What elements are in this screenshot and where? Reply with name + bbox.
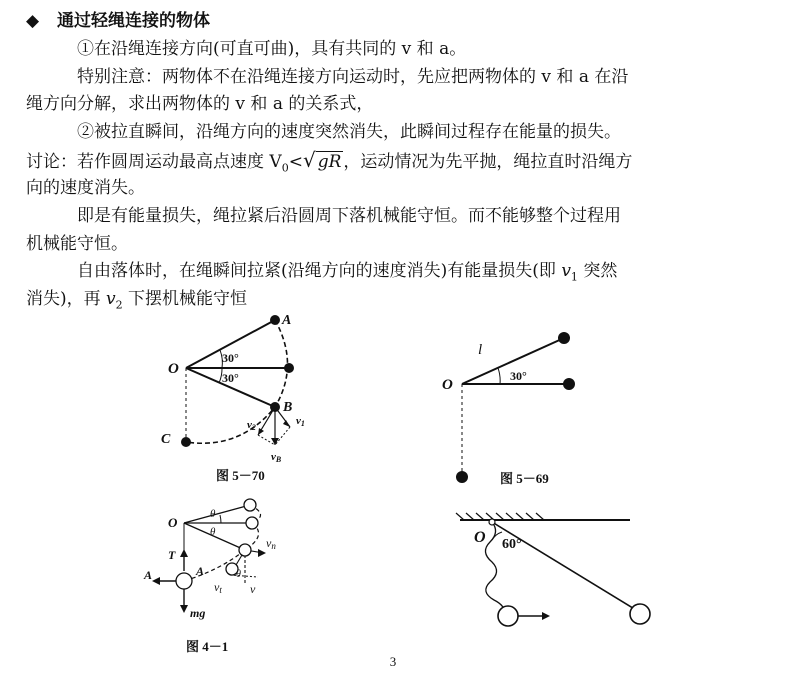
fig41-vn-sub: n <box>271 541 276 551</box>
p6-text-c: 消失)，再 <box>26 289 107 309</box>
ball-top <box>244 499 256 511</box>
fig570-label-a: A <box>282 313 292 328</box>
fig569-caption: 图 5－69 <box>500 471 549 486</box>
p6-v1: v <box>561 261 571 281</box>
svg-text:v1 <box>296 415 305 428</box>
ball-upper <box>558 332 570 344</box>
ball-mid-right <box>246 517 258 529</box>
fig570-v2-sub: 2 <box>251 423 256 432</box>
paragraph-1: ①在沿绳连接方向(可直可曲)，具有共同的 v 和 a。 <box>77 39 467 59</box>
ball-hanging <box>498 606 518 626</box>
fig41-caption: 图 4－1 <box>186 639 229 654</box>
ball-a <box>176 573 192 589</box>
p6-text-a: 自由落体时，在绳瞬间拉紧(沿绳方向的速度消失)有能量损失(即 <box>77 261 562 281</box>
p6-v2-sub: 2 <box>115 298 123 312</box>
fig570-label-o: O <box>168 361 179 377</box>
ball-c <box>181 437 191 447</box>
fig41-label-o: O <box>168 515 178 530</box>
paragraph-2-line-2: 绳方向分解，求出两物体的 v 和 a 的关系式， <box>26 94 374 114</box>
heading-title: 通过轻绳连接的物体 <box>57 11 210 31</box>
fig41-vt-sub: t <box>219 585 222 595</box>
paragraph-2-line-1: 特别注意：两物体不在沿绳连接方向运动时，先应把两物体的 v 和 a 在沿 <box>77 67 629 87</box>
svg-text:v2 <box>247 419 256 432</box>
svg-text:vn <box>266 536 276 551</box>
ball-bottom <box>456 471 468 483</box>
p4-sqrt-content: gR <box>317 152 342 172</box>
paragraph-5-line-2: 机械能守恒。 <box>26 234 128 254</box>
fig41-theta-2: θ <box>210 526 216 538</box>
fig570-vb-sub: B <box>275 455 282 464</box>
p4-text-a: 讨论：若作圆周运动最高点速度 V <box>26 152 282 172</box>
ball-swing-end <box>630 604 650 624</box>
p6-v2: v <box>106 289 116 309</box>
svg-text:vt <box>214 580 222 595</box>
fig41-theta-1: θ <box>210 508 216 520</box>
p4-sub: 0 <box>281 161 289 175</box>
fig569-angle: 30° <box>510 369 527 383</box>
p6-text-d: 下摆机械能守恒 <box>122 289 248 309</box>
p4-text-c: ，运动情况为先平抛，绳拉直时沿绳方 <box>343 152 633 172</box>
fig570-label-b: B <box>283 400 293 415</box>
sqrt-sign-icon: √ <box>302 148 316 172</box>
fig60-angle: 60° <box>502 537 522 552</box>
figure-4-1 <box>140 495 310 657</box>
p6-text-b: 突然 <box>577 261 618 281</box>
fig570-angle-2: 30° <box>222 371 239 385</box>
fig41-theta-3: θ <box>236 569 241 580</box>
pivot-o <box>489 519 495 525</box>
p4-lt: < <box>288 152 303 172</box>
figure-5-70 <box>150 310 320 490</box>
page-number: 3 <box>389 654 397 669</box>
ball-a <box>270 315 280 325</box>
paragraph-5-line-1: 即是有能量损失，绳拉紧后沿圆周下落机械能守恒。而不能够整个过程用 <box>77 206 621 226</box>
fig60-label-o: O <box>474 529 486 546</box>
fig41-vt: v <box>214 580 220 594</box>
diamond-bullet-icon: ◆ <box>26 11 40 31</box>
fig41-label-t: T <box>168 548 176 562</box>
fig570-v1-sub: 1 <box>300 419 305 428</box>
ball-mid <box>284 363 294 373</box>
fig570-label-c: C <box>161 432 171 447</box>
fig41-label-a-force: A <box>144 568 153 582</box>
fig41-label-mg: mg <box>190 606 206 620</box>
paragraph-3: ②被拉直瞬间，沿绳方向的速度突然消失，此瞬间过程存在能量的损失。 <box>77 122 621 142</box>
svg-text:vB <box>271 451 282 464</box>
p6-v1-sub: 1 <box>570 270 578 284</box>
fig41-vn: v <box>266 536 272 550</box>
fig570-v2: v <box>247 419 252 431</box>
fig570-caption: 图 5－70 <box>216 468 265 483</box>
fig41-label-a-point: A <box>196 564 205 578</box>
ball-lower-right <box>239 544 251 556</box>
section-heading <box>26 9 210 33</box>
fig569-label-l: l <box>478 342 483 358</box>
fig570-vb: v <box>271 451 276 463</box>
fig569-label-o: O <box>442 377 453 393</box>
fig570-angle-1: 30° <box>222 351 239 365</box>
fig41-label-v: v <box>250 582 256 596</box>
fig570-v1: v <box>296 415 301 427</box>
paragraph-6-line-1 <box>77 259 617 289</box>
figure-60-degree <box>450 510 660 635</box>
ball-b <box>270 402 280 412</box>
ball-horizontal <box>563 378 575 390</box>
figure-5-69 <box>430 320 600 500</box>
paragraph-4-line-2: 向的速度消失。 <box>26 178 145 198</box>
